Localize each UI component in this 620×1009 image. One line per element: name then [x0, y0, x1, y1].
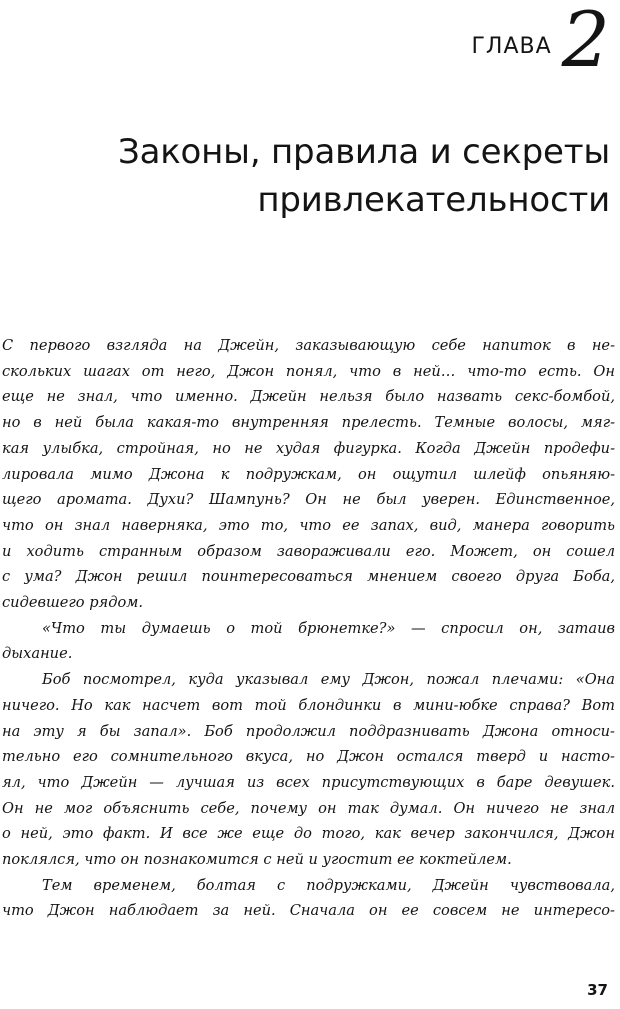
- text-line: что Джон наблюдает за ней. Сначала он ее совсем не интересо-: [2, 902, 615, 920]
- text-line: с ума? Джон решил поинтересоваться мнением своего друга Боба,: [2, 568, 615, 586]
- text-line: дыхание.: [2, 645, 73, 663]
- body-text: [2, 333, 615, 924]
- chapter-heading: [471, 0, 610, 84]
- text-line: сидевшего рядом.: [2, 594, 143, 612]
- page-number: 37: [587, 981, 608, 999]
- text-line: поклялся, что он познакомится с ней и угостит ее коктейлем.: [2, 851, 512, 869]
- text-line: что он знал наверняка, это то, что ее запах, вид, манера говорить: [2, 516, 615, 534]
- text-line: кая улыбка, стройная, но не худая фигурка. Когда Джейн продефи-: [2, 439, 615, 457]
- text-line: и ходить странным образом завораживали его. Может, он сошел: [2, 542, 615, 560]
- chapter-label: ГЛАВА: [471, 34, 552, 60]
- text-line: ял, что Джейн — лучшая из всех присутствующих в баре девушек.: [2, 773, 615, 791]
- text-line: но в ней была какая-то внутренняя прелесть. Темные волосы, мяг-: [2, 414, 615, 432]
- text-line: на эту я бы запал». Боб продолжил поддразнивать Джона относи-: [2, 722, 615, 740]
- chapter-title: [10, 128, 610, 224]
- text-line: лировала мимо Джона к подружкам, он ощутил шлейф опьяняю-: [2, 465, 615, 483]
- text-line: щего аромата. Духи? Шампунь? Он не был уверен. Единственное,: [2, 491, 615, 509]
- chapter-title-line: привлекательности: [257, 180, 610, 220]
- chapter-title-line: Законы, правила и секреты: [117, 132, 610, 172]
- text-line: еще не знал, что именно. Джейн нельзя было назвать секс-бомбой,: [2, 388, 615, 406]
- text-line: тельно его сомнительного вкуса, но Джон остался тверд и насто-: [2, 748, 615, 766]
- text-line: Он не мог объяснить себе, почему он так думал. Он ничего не знал: [2, 799, 615, 817]
- text-line: Тем временем, болтая с подружками, Джейн чувствовала,: [42, 876, 615, 894]
- text-line: «Что ты думаешь о той брюнетке?» — спросил он, затаив: [42, 619, 615, 637]
- text-line: ничего. Но как насчет вот той блондинки в мини-юбке справа? Вот: [2, 696, 615, 714]
- text-line: С первого взгляда на Джейн, заказывающую себе напиток в не-: [2, 337, 615, 354]
- text-line: скольких шагах от него, Джон понял, что в ней… что-то есть. Он: [2, 362, 615, 380]
- text-line: о ней, это факт. И все же еще до того, как вечер закончился, Джон: [2, 825, 615, 843]
- text-line: Боб посмотрел, куда указывал ему Джон, пожал плечами: «Она: [42, 671, 615, 689]
- chapter-number: 2: [561, 0, 610, 84]
